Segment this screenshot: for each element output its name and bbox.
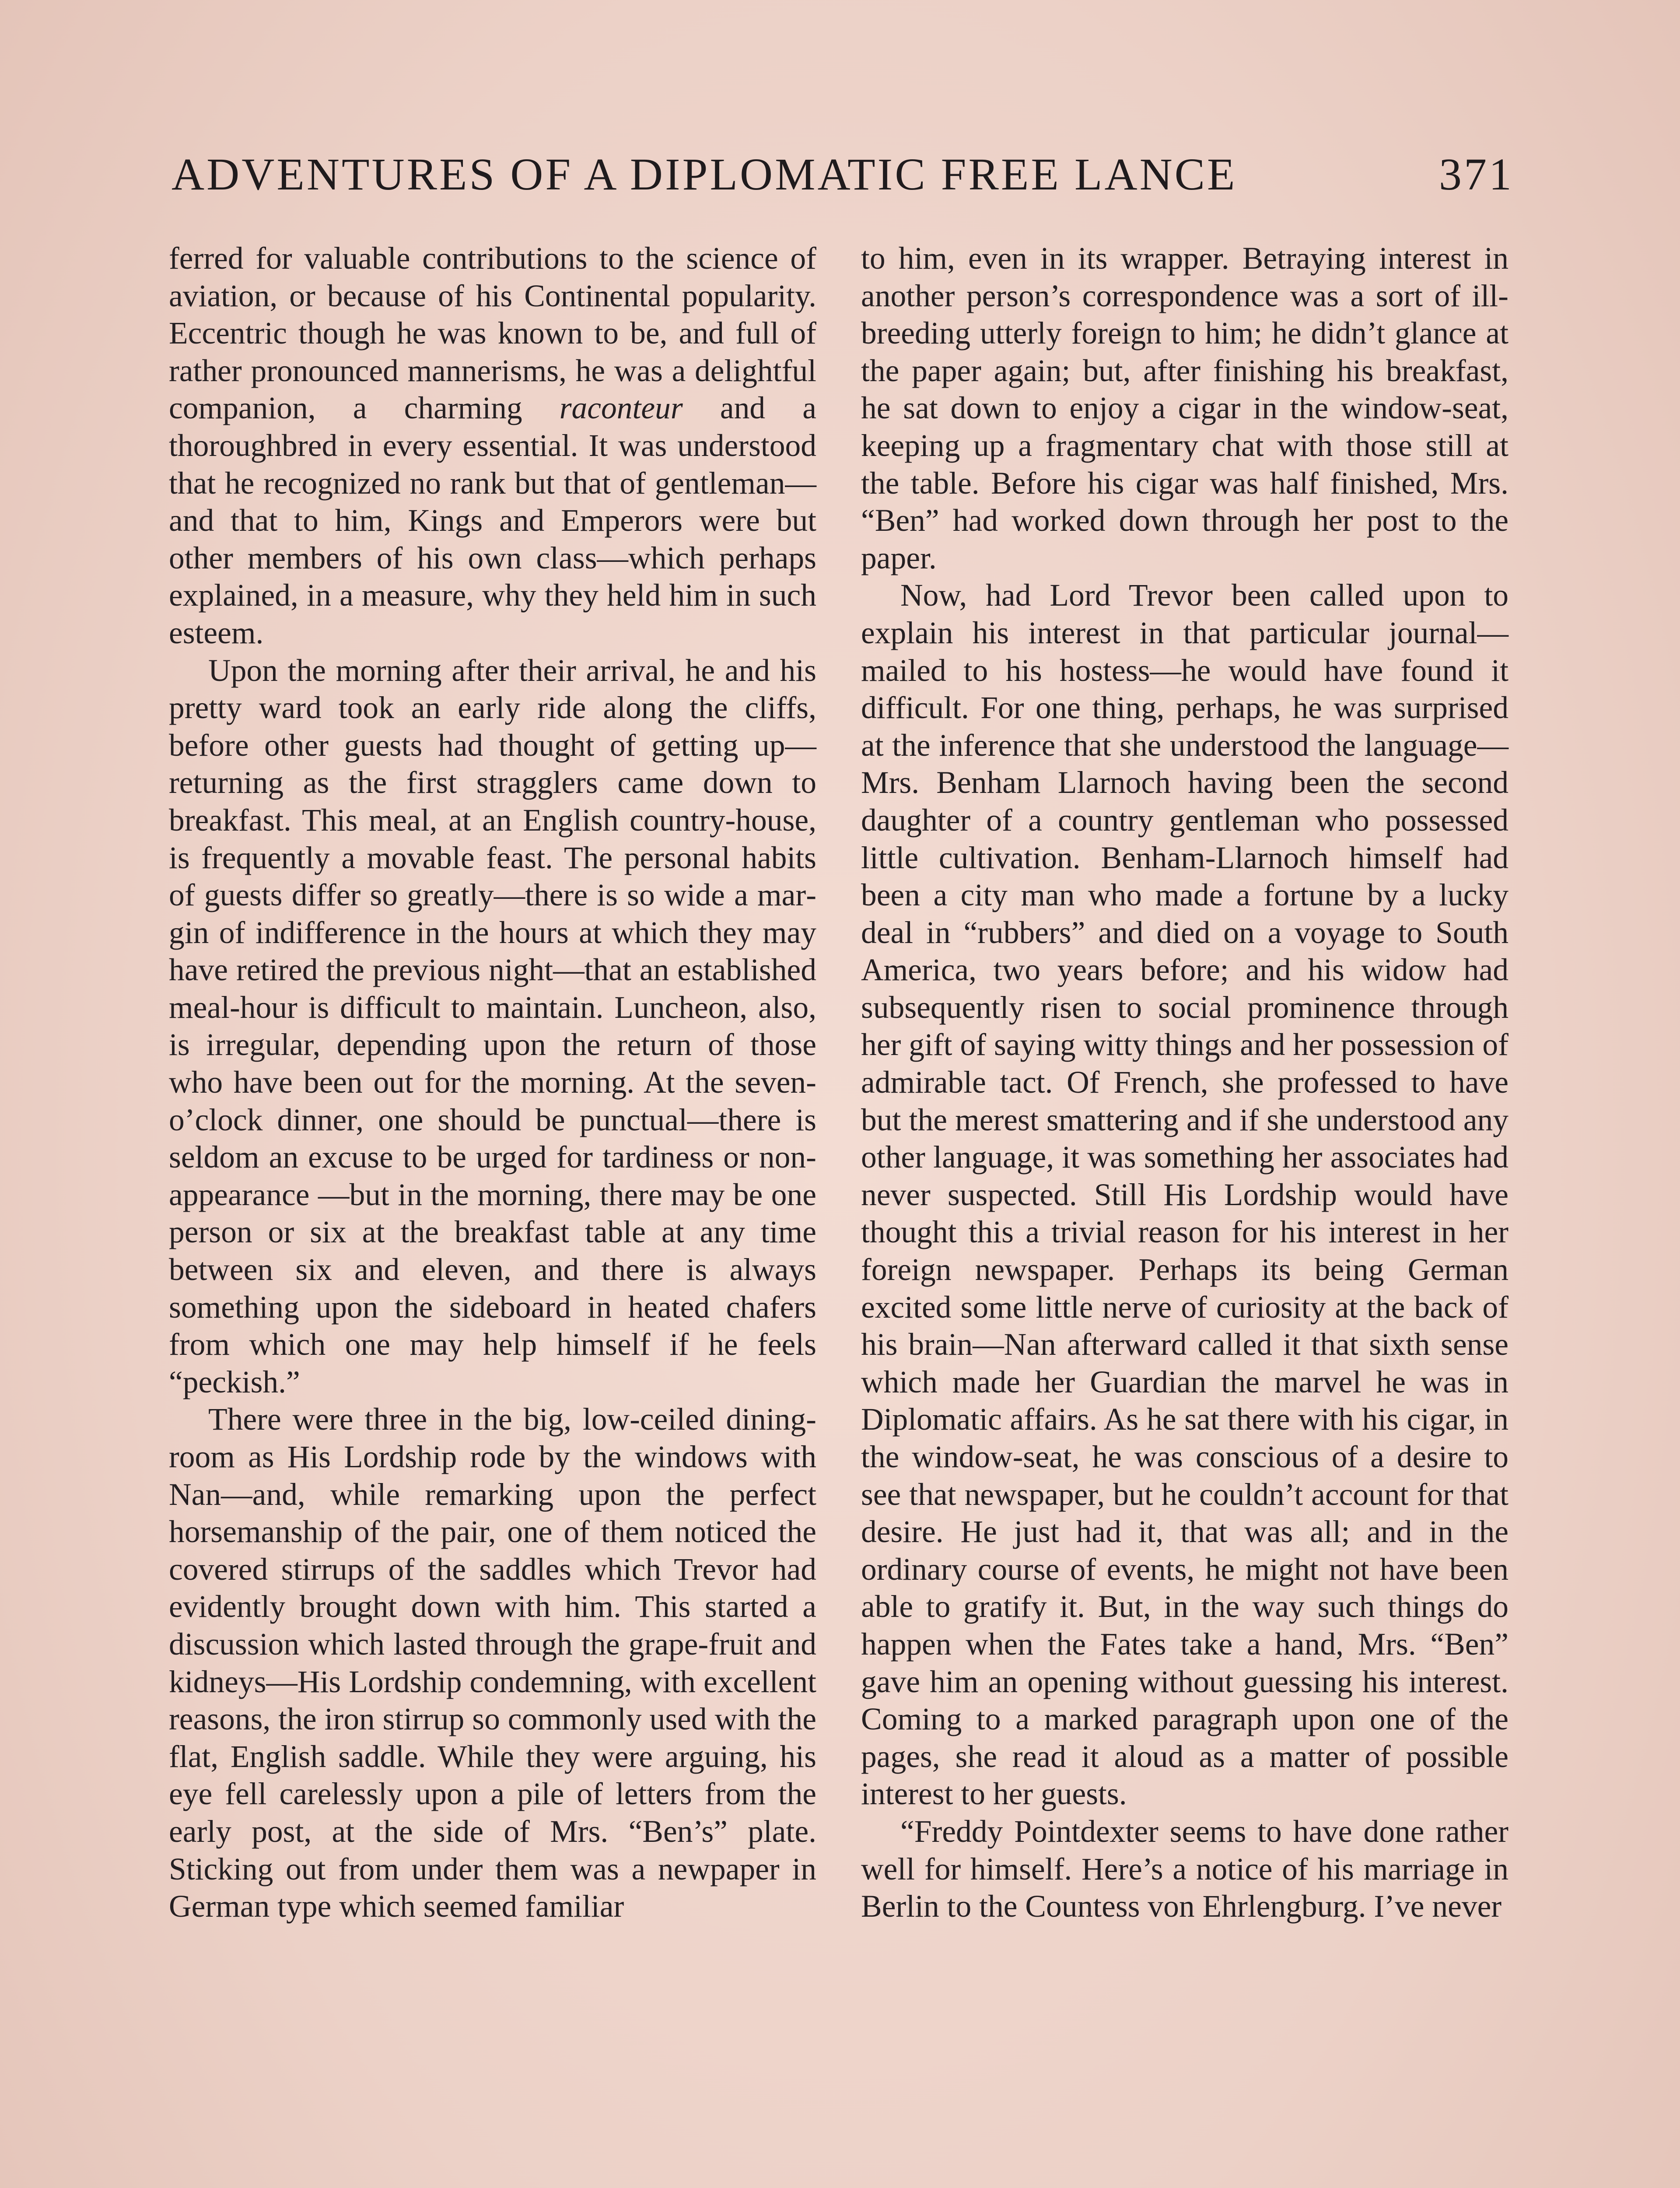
paragraph: Now, had Lord Trevor been called upon to explain his interest in that particular journal—mailed to his hostess—he would have found it difficult. For one thing, perhaps, he was surprised at the inference that she understood the language—Mrs. Benham Llarnoch having been the second daughter of a country gentleman who possessed little cultivation. Benham-Llarnoch himself had been a city man who made a fortune by a lucky deal in “rubbers” and died on a voyage to South America, two years before; and his widow had subsequently risen to social prominence through her gift of saying witty things and her possession of admirable tact. Of French, she professed to have but the merest smattering and if she understood any other language, it was something her associates had never suspected. Still His Lordship would have thought this a trivial reason for his interest in her foreign newspaper. Perhaps its being German excited some little nerve of curiosity at the back of his brain—Nan afterward called it that sixth sense which made her Guardian the marvel he was in Diplomatic affairs. As he sat there with his cigar, in the window-seat, he was conscious of a desire to see that newspaper, but he couldn’t account for that desire. He just had it, that was all; and in the ordinary course of events, he might not have been able to gratify it. But, in the way such things do happen when the Fates take a hand, Mrs. “Ben” gave him an opening without guessing his interest. Coming to a marked paragraph upon one of the pages, she read it aloud as a matter of possible interest to her guests. [861,578,1508,1812]
left-column [169,240,816,1925]
paragraph: “Freddy Pointdexter seems to have done rather well for himself. Here’s a notice of his marriage in Berlin to the Countess von Ehrlengburg. I’ve never [861,1814,1508,1924]
paragraph: There were three in the big, low-ceiled dining-room as His Lordship rode by the windows with Nan—and, while remarking upon the perfect horsemanship of the pair, one of them noticed the covered stirrups of the saddles which Trevor had evidently brought down with him. This started a discussion which lasted through the grape-fruit and kidneys—His Lordship condemning, with excellent reasons, the iron stirrup so commonly used with the flat, English saddle. While they were arguing, his eye fell carelessly upon a pile of letters from the early post, at the side of Mrs. “Ben’s” plate. Sticking out from under them was a newpaper in German type which seemed familiar [169,1402,816,1924]
page-number: 371 [1439,149,1514,200]
right-column [861,240,1508,1925]
paragraph-text: ferred for valuable contributions to the science of aviation, or because of his Continental popularity. Eccentric though he was known to be, and full of rather pronounced mannerisms, he was a delightful companion, a charming [169,241,816,426]
italic-word: raconteur [559,391,683,426]
paragraph [169,240,816,652]
paragraph: Upon the morning after their arrival, he and his pretty ward took an early ride along the cliffs, before other guests had thought of getting up—returning as the first stragglers came down to breakfast. This meal, at an English country-house, is frequently a movable feast. The personal habits of guests differ so greatly—there is so wide a margin of indifference in the hours at which they may have retired the previous night—that an established meal-hour is difficult to maintain. Luncheon, also, is irregular, depending upon the return of those who have been out for the morning. At the seven-o’clock dinner, one should be punctual—there is seldom an excuse to be urged for tardiness or non-appearance —but in the morning, there may be one person or six at the breakfast table at any time between six and eleven, and there is always something upon the sideboard in heated chafers from which one may help himself if he feels “peckish.” [169,653,816,1399]
paragraph-text: and a thoroughbred in every essential. It was understood that he recognized no rank but that of gentleman—and that to him, Kings and Emperors were but other members of his own class—which perhaps explained, in a measure, why they held him in such esteem. [169,391,816,650]
paragraph: to him, even in its wrapper. Betraying interest in another person’s correspondence was a sort of ill-breeding utterly foreign to him; he didn’t glance at the paper again; but, after finishing his breakfast, he sat down to enjoy a cigar in the window-seat, keeping up a fragmentary chat with those still at the table. Before his cigar was half finished, Mrs. “Ben” had worked down through her post to the paper. [861,241,1508,575]
running-title: ADVENTURES OF A DIPLOMATIC FREE LANCE [172,149,1237,200]
page-header [172,139,1514,209]
